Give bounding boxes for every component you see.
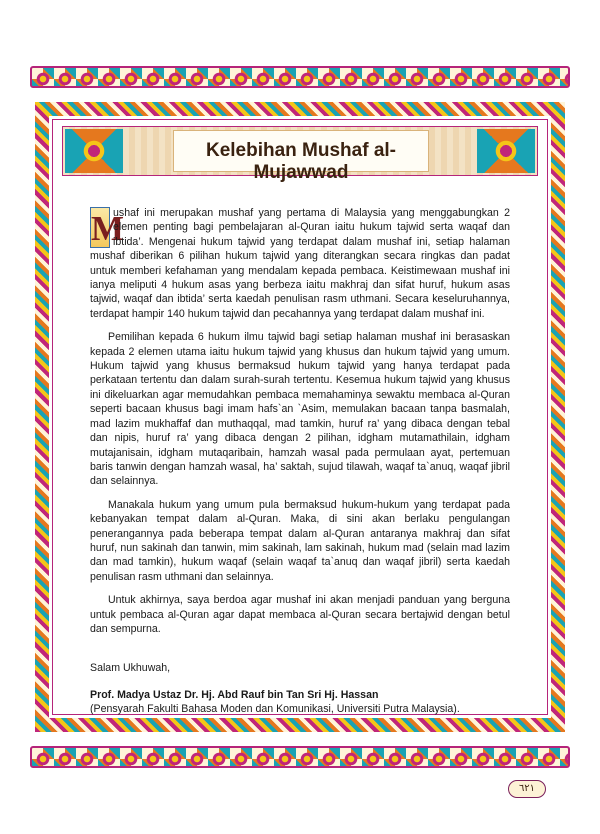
ornamental-border-top	[30, 66, 570, 88]
closing-greeting: Salam Ukhuwah,	[90, 662, 171, 675]
title-box	[173, 130, 429, 183]
title-banner	[62, 126, 538, 183]
signer-affiliation: (Pensyarah Fakulti Bahasa Moden dan Komunikasi, Universiti Putra Malaysia).	[90, 703, 460, 716]
signer-name: Prof. Madya Ustaz Dr. Hj. Abd Rauf bin Tan Sri Hj. Hassan	[90, 688, 379, 701]
page-number: ٦٢١	[508, 780, 546, 798]
decorative-tile-left	[65, 129, 123, 173]
paragraph-2: Pemilihan kepada 6 hukum ilmu tajwid bagi setiap halaman mushaf ini berasaskan kepada 2 elemen utama iaitu hukum tajwid yang khusus dan hukum tajwid yang umum. Hukum tajwid yang khusus bermaksud hukum tajwid yang hanya terdapat pada perkataan tertentu dan dalam surah-surah tertentu. Kesemua hukum tajwid yang khusus ini dikeluarkan agar memudahkan pembaca memahaminya sewaktu membaca al-Quran seperti bacaan khusus bagi imam hafs`an `Asim, memulakan bacaan tanpa basmalah, mad lazim mukhaffaf dan muthaqqal, mad tamkin, huruf ra’ yang dibaca dengan tebal dan nipis, huruf ra’ yang dibaca dengan 2 pilihan, idgham mutamathilain, idgham mutajanisain, idgham mutaqaribain, hamzah wasal pada permulaan ayat, pertemuan baris tanwin dengan hamzah wasal, ha’ saktah, sujud tilawah, waqaf ta`anuq, waqaf jibril dan selainnya.	[90, 331, 510, 488]
page-title: Kelebihan Mushaf al-Mujawwad	[205, 140, 397, 183]
decorative-tile-right	[477, 129, 535, 173]
paragraph-4: Untuk akhirnya, saya berdoa agar mushaf ini akan menjadi panduan yang berguna untuk pembaca al-Quran agar dapat membaca al-Quran secara bertajwid dengan betul dan sempurna.	[90, 594, 510, 635]
paragraph-1-text: ushaf ini merupakan mushaf yang pertama di Malaysia yang menggabungkan 2 elemen penting bagi pembelajaran al-Quran iaitu hukum tajwid serta waqaf dan ibtida’. Mengenai hukum tajwid yang terdapat dalam mushaf ini, setiap halaman mushaf diberikan 6 pilihan hukum tajwid yang diterangkan secara ringkas dan padat untuk memberi kefahaman yang mendalam kepada pembaca. Keistimewaan mushaf ini ianya meliputi 4 hukum asas yang berbeza iaitu makhraj dan sifat huruf, hukum asas tajwid, waqaf dan ibtida’ serta kaedah penulisan rasm uthmani. Secara keseluruhannya, terdapat hampir 140 hukum tajwid dan pecahannya yang terdapat dalam mushaf ini.	[90, 207, 510, 320]
paragraph-3: Manakala hukum yang umum pula bermaksud hukum-hukum yang terdapat pada kebanyakan tempat dalam al-Quran. Maka, di sini akan berlaku pengulangan penerangannya pada beberapa tempat dalam al-Quran antaranya makhraj dan sifat huruf, nun sakinah dan tanwin, mim sakinah, lam sakinah, hukum mad (selain mad lazim dan mad tamkin), hukum waqaf (selain waqaf ta`anuq dan waqaf jibril) serta kaedah penulisan rasm uthmani dan selainnya.	[90, 498, 510, 583]
paragraph-1	[90, 206, 510, 321]
body-text	[90, 206, 510, 717]
ornamental-border-bottom	[30, 746, 570, 768]
signature-block	[90, 661, 510, 716]
dropcap-letter: M	[91, 209, 125, 248]
